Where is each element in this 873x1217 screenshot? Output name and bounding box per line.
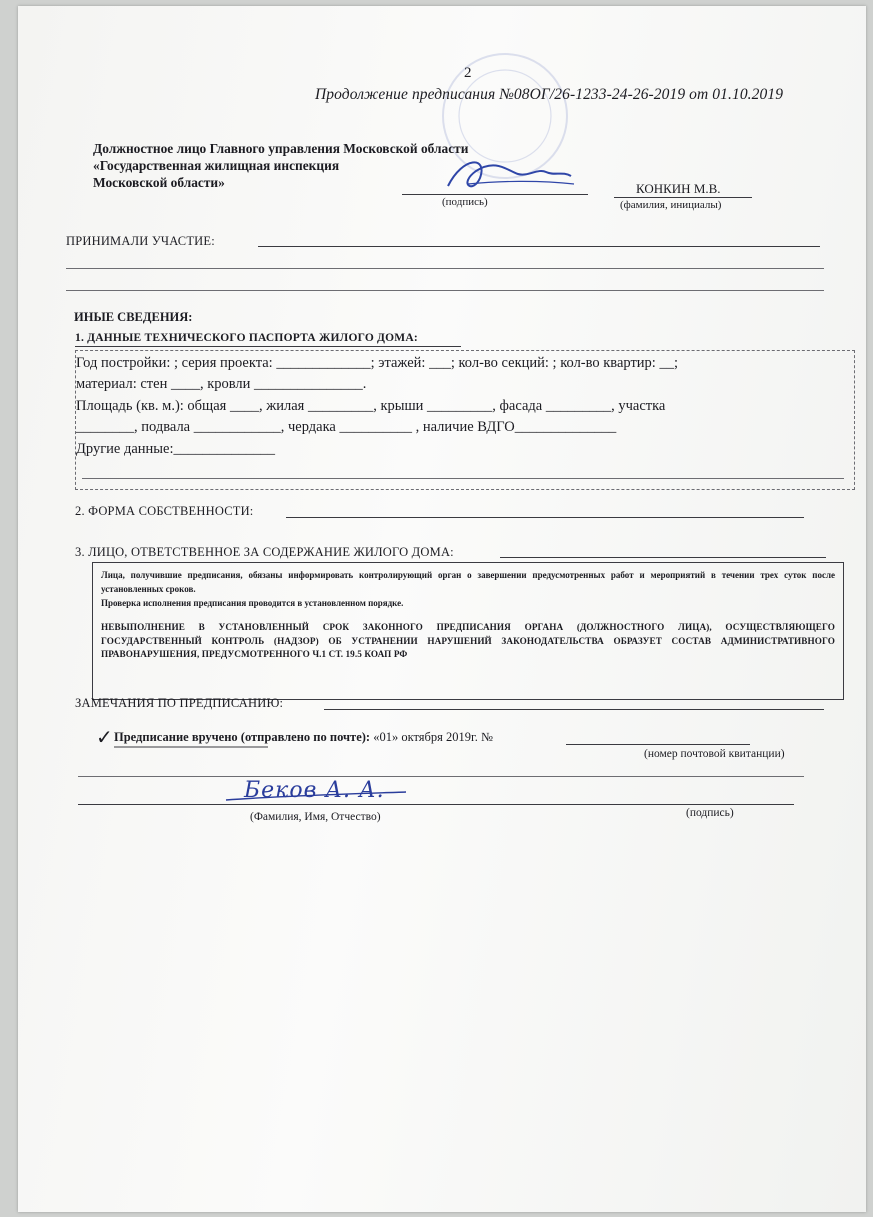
recipient-handwritten-name: Беков А. А. [244, 778, 385, 803]
participants-label: ПРИНИМАЛИ УЧАСТИЕ: [66, 234, 215, 248]
section1-title: 1. ДАННЫЕ ТЕХНИЧЕСКОГО ПАСПОРТА ЖИЛОГО ДОМА: [75, 332, 418, 344]
participants-line-1 [258, 246, 820, 247]
tech-line-4: ________, подвала ____________, чердака __________ , наличие ВДГО______________ [76, 419, 617, 435]
receipt-number-line [566, 744, 750, 745]
responsible-line [500, 557, 826, 558]
tech-line-2: материал: стен ____, кровли _______________. [76, 376, 367, 392]
tech-line-1: Год постройки: ; серия проекта: _____________; этажей: ___; кол-во секций: ; кол-во квартир: __; [76, 355, 678, 371]
continuation-title: Продолжение предписания №08ОГ/26-1233-24-26-2019 от 01.10.2019 [315, 86, 784, 103]
tech-line-5: Другие данные:______________ [76, 441, 276, 457]
notice-warning: НЕВЫПОЛНЕНИЕ В УСТАНОВЛЕННЫЙ СРОК ЗАКОННОГО ПРЕДПИСАНИЯ ОРГАНА (ДОЛЖНОСТНОГО ЛИЦА), ОСУЩЕСТВЛЯЮЩЕГО ГОСУДАРСТВЕННЫЙ КОНТРОЛЬ (НАДЗОР) ОБ УСТРАНЕНИИ НАРУШЕНИЙ ЗАКОНОДАТЕЛЬСТВА ОБРАЗУЕТ СОСТАВ АДМИНИСТРАТИВНОГО ПРАВОНАРУШЕНИЯ, ПРЕДУСМОТРЕННОГО Ч.1 СТ. 19.5 КОАП РФ [101, 622, 835, 659]
delivery-date: «01» октября 2019г. № [373, 730, 493, 744]
participants-line-3 [66, 290, 824, 291]
remarks-line [324, 709, 824, 710]
signature-caption: (подпись) [442, 196, 488, 208]
recipient-line-2 [78, 804, 794, 805]
notice-box [92, 562, 844, 700]
name-line [614, 197, 752, 198]
fio-caption: (Фамилия, Имя, Отчество) [250, 811, 381, 823]
receipt-caption: (номер почтовой квитанции) [644, 748, 785, 760]
ownership-line [286, 517, 804, 518]
delivery-label: Предписание вручено (отправлено по почте): [114, 730, 371, 744]
section1-title-underline [75, 346, 461, 347]
delivery-line [114, 730, 493, 745]
tech-line-3: Площадь (кв. м.): общая ____, жилая _________, крыши _________, фасада _________, участка [76, 398, 666, 414]
checkmark-icon: ✓ [96, 727, 113, 749]
signature-line [402, 194, 588, 195]
notice-paragraph-2: Проверка исполнения предписания проводится в установленном порядке. [101, 598, 404, 608]
recipient-line-1 [78, 776, 804, 777]
notice-paragraph-1: Лица, получившие предписания, обязаны информировать контролирующий орган о завершении предусмотренных работ и мероприятий в течении трех суток после установленных сроков. [101, 570, 835, 594]
name-caption: (фамилия, инициалы) [620, 199, 722, 211]
official-line-1: Должностное лицо Главного управления Московской области [93, 141, 469, 156]
official-title [93, 140, 573, 191]
official-line-3: Московской области» [93, 175, 225, 190]
tech-extra-line [82, 478, 844, 479]
tech-passport-box [75, 350, 855, 490]
participants-line-2 [66, 268, 824, 269]
ownership-label: 2. ФОРМА СОБСТВЕННОСТИ: [75, 504, 254, 518]
recipient-signature-caption: (подпись) [686, 807, 734, 819]
official-line-2: «Государственная жилищная инспекция [93, 158, 340, 173]
official-name: КОНКИН М.В. [636, 181, 721, 196]
document-page [18, 6, 866, 1212]
remarks-label: ЗАМЕЧАНИЯ ПО ПРЕДПИСАНИЮ: [75, 696, 284, 710]
page-number: 2 [464, 65, 472, 81]
responsible-label: 3. ЛИЦО, ОТВЕТСТВЕННОЕ ЗА СОДЕРЖАНИЕ ЖИЛОГО ДОМА: [75, 545, 454, 559]
other-info-title: ИНЫЕ СВЕДЕНИЯ: [74, 310, 193, 324]
